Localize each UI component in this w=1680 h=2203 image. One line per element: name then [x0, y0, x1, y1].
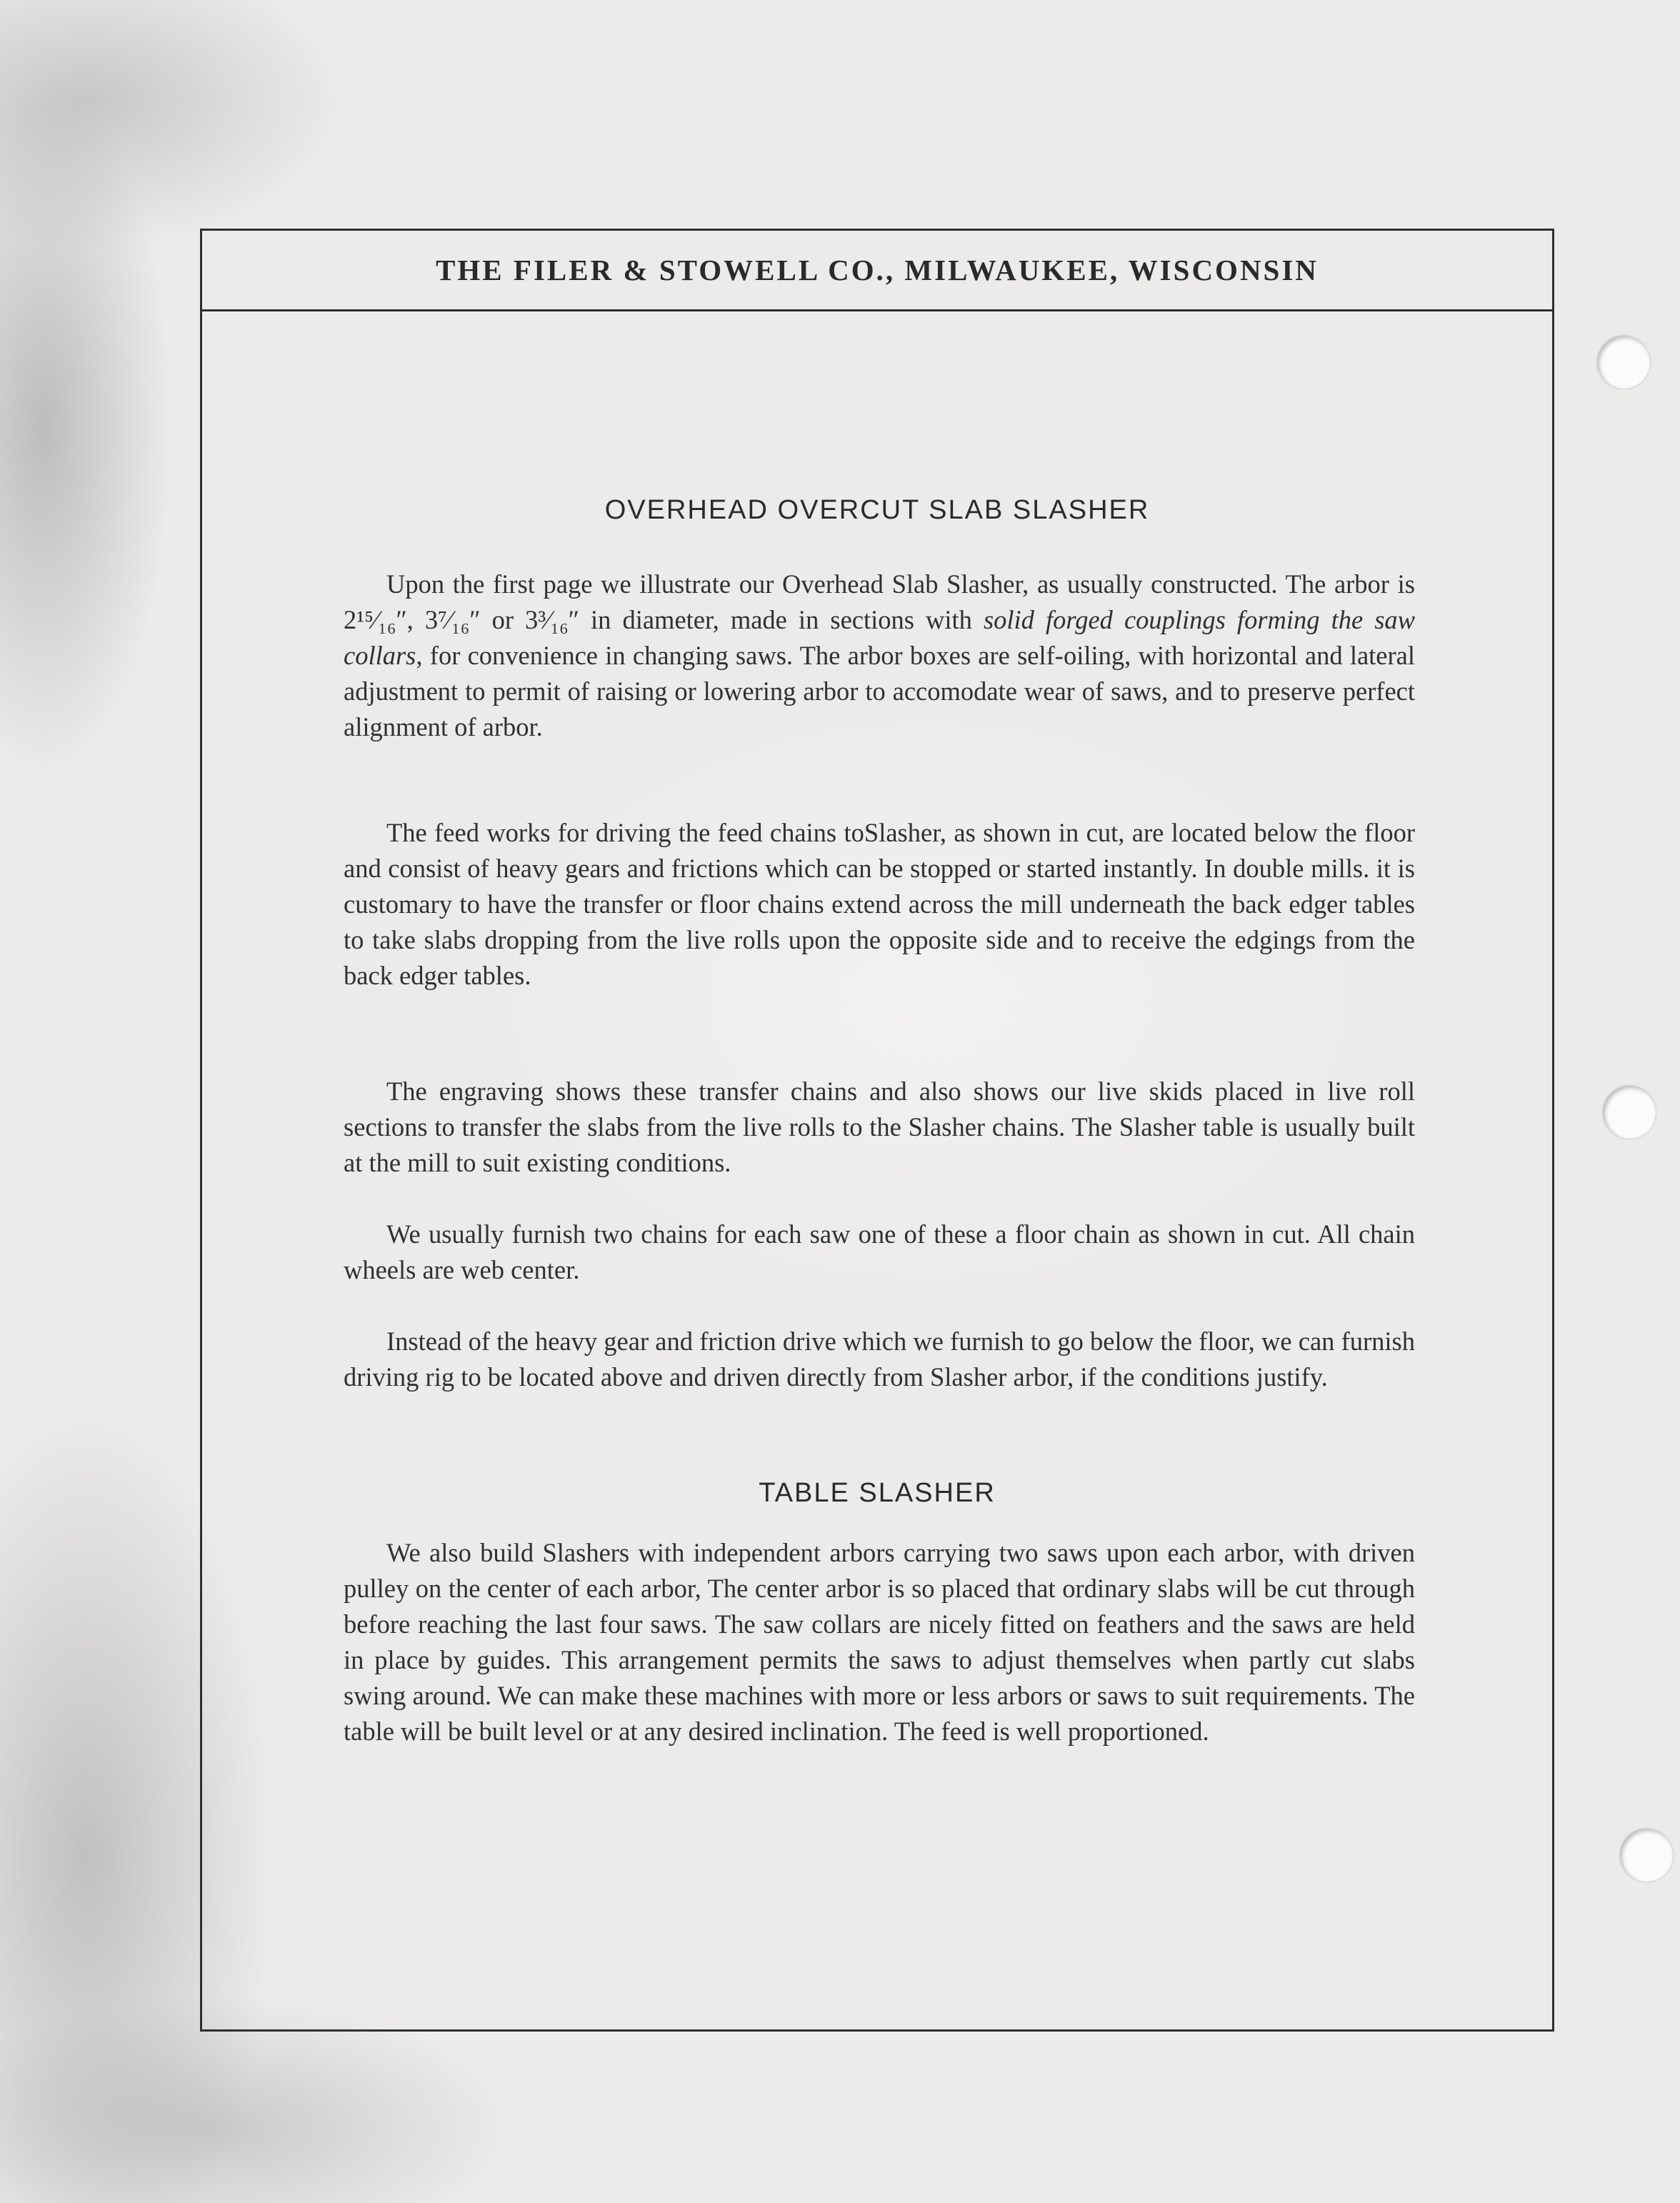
- binder-hole-middle: [1603, 1086, 1656, 1139]
- binder-hole-bottom: [1620, 1829, 1673, 1882]
- page-frame: [200, 229, 1554, 2032]
- binder-hole-top: [1597, 336, 1650, 389]
- paragraph-drive: Instead of the heavy gear and friction drive which we furnish to go below the floor, we can furnish driving rig to be located above and driven directly from Slasher arbor, if the conditions justify.: [344, 1327, 1415, 1392]
- paragraph-engraving: The engraving shows these transfer chains and also shows our live skids placed in live roll sections to transfer the slabs from the live rolls to the Slasher chains. The Slasher table is usually built at the mill to suit existing conditions.: [344, 1076, 1415, 1177]
- company-header: THE FILER & STOWELL CO., MILWAUKEE, WISCONSIN: [436, 254, 1319, 286]
- paragraph-chains: We usually furnish two chains for each saw one of these a floor chain as shown in cut. All chain wheels are web center.: [344, 1219, 1415, 1284]
- paragraph-table-slasher: We also build Slashers with independent arbors carrying two saws upon each arbor, with driven pulley on the center of each arbor, The center arbor is so placed that ordinary slabs will be cut through before reaching the last four saws. The saw collars are nicely fitted on feathers and the saws are held in place by guides. This arrangement permits the saws to adjust themselves when partly cut slabs swing around. We can make these machines with more or less arbors or saws to suit requirements. The table will be built level or at any desired inclination. The feed is well proportioned.: [344, 1538, 1415, 1746]
- paragraph-arbor: Upon the first page we illustrate our Overhead Slab Slasher, as usually constructed. The arbor is 2¹⁵⁄₁₆″, 3⁷⁄₁₆″ or 3³⁄₁₆″ in diameter, made in sections with solid forged couplings forming the saw collars, for convenience in changing saws. The arbor boxes are self-oiling, with horizontal and lateral adjustment to permit of raising or lowering arbor to accomodate wear of saws, and to preserve perfect alignment of arbor.: [344, 569, 1415, 741]
- section-title-table-slasher: TABLE SLASHER: [759, 1478, 996, 1508]
- page-header: [202, 231, 1552, 311]
- section-title-overhead-slasher: OVERHEAD OVERCUT SLAB SLASHER: [604, 495, 1150, 525]
- paragraph-feed-works: The feed works for driving the feed chains toSlasher, as shown in cut, are located below the floor and consist of heavy gears and frictions which can be stopped or started instantly. In double mills. it is customary to have the transfer or floor chains extend across the mill underneath the back edger tables to take slabs dropping from the live rolls upon the opposite side and to receive the edgings from the back edger tables.: [344, 818, 1415, 990]
